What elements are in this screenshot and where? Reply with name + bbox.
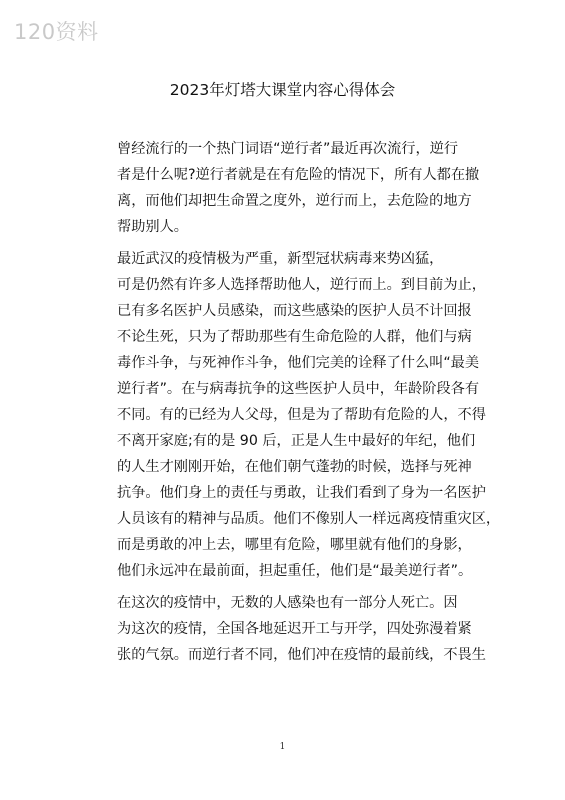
text-line: 为这次的疫情，全国各地延迟开工与开学，四处弥漫着紧 bbox=[117, 621, 472, 637]
text-line: 者是什么呢?逆行者就是在有危险的情况下，所有人都在撤 bbox=[117, 167, 480, 183]
text-line: 他们永远冲在最前面，担起重任，他们是“最美逆行者”。 bbox=[117, 563, 473, 579]
paragraph-2 bbox=[89, 246, 501, 584]
text-line: 的人生才刚刚开始，在他们朝气蓬勃的时候，选择与死神 bbox=[117, 459, 472, 475]
text-line: 逆行者”。在与病毒抗争的这些医护人员中，年龄阶段各有 bbox=[117, 381, 480, 397]
text-line: 离，而他们却把生命置之度外，逆行而上，去危险的地方 bbox=[117, 193, 472, 209]
text-line: 已有多名医护人员感染，而这些感染的医护人员不计回报 bbox=[117, 303, 472, 319]
document-title: 2023年灯塔大课堂内容心得体会 bbox=[169, 81, 396, 99]
text-line: 不离开家庭;有的是 90 后，正是人生中最好的年纪，他们 bbox=[117, 433, 476, 449]
paragraph-3 bbox=[89, 590, 489, 668]
watermark-text: 120资料 bbox=[14, 20, 99, 44]
paragraph-1 bbox=[89, 136, 489, 240]
text-line: 曾经流行的一个热门词语“逆行者”最近再次流行，逆行 bbox=[117, 141, 459, 157]
text-line: 可是仍然有许多人选择帮助他人，逆行而上。到目前为止， bbox=[117, 277, 486, 293]
document-body bbox=[89, 136, 501, 674]
text-line: 帮助别人。 bbox=[117, 219, 188, 235]
text-line: 毒作斗争，与死神作斗争，他们完美的诠释了什么叫“最美 bbox=[117, 355, 480, 371]
text-line: 不论生死，只为了帮助那些有生命危险的人群，他们与病 bbox=[117, 329, 472, 345]
text-line: 抗争。他们身上的责任与勇敢，让我们看到了身为一名医护 bbox=[117, 485, 486, 501]
page-number: 1 bbox=[279, 742, 286, 752]
text-line: 不同。有的已经为人父母，但是为了帮助有危险的人，不得 bbox=[117, 407, 486, 423]
text-line: 人员该有的精神与品质。他们不像别人一样远离疫情重灾区， bbox=[117, 511, 501, 527]
text-line: 在这次的疫情中，无数的人感染也有一部分人死亡。因 bbox=[117, 595, 458, 611]
text-line: 张的气氛。而逆行者不同，他们冲在疫情的最前线，不畏生 bbox=[117, 647, 486, 663]
text-line: 最近武汉的疫情极为严重，新型冠状病毒来势凶猛， bbox=[117, 251, 444, 267]
text-line: 而是勇敢的冲上去，哪里有危险，哪里就有他们的身影， bbox=[117, 537, 472, 553]
